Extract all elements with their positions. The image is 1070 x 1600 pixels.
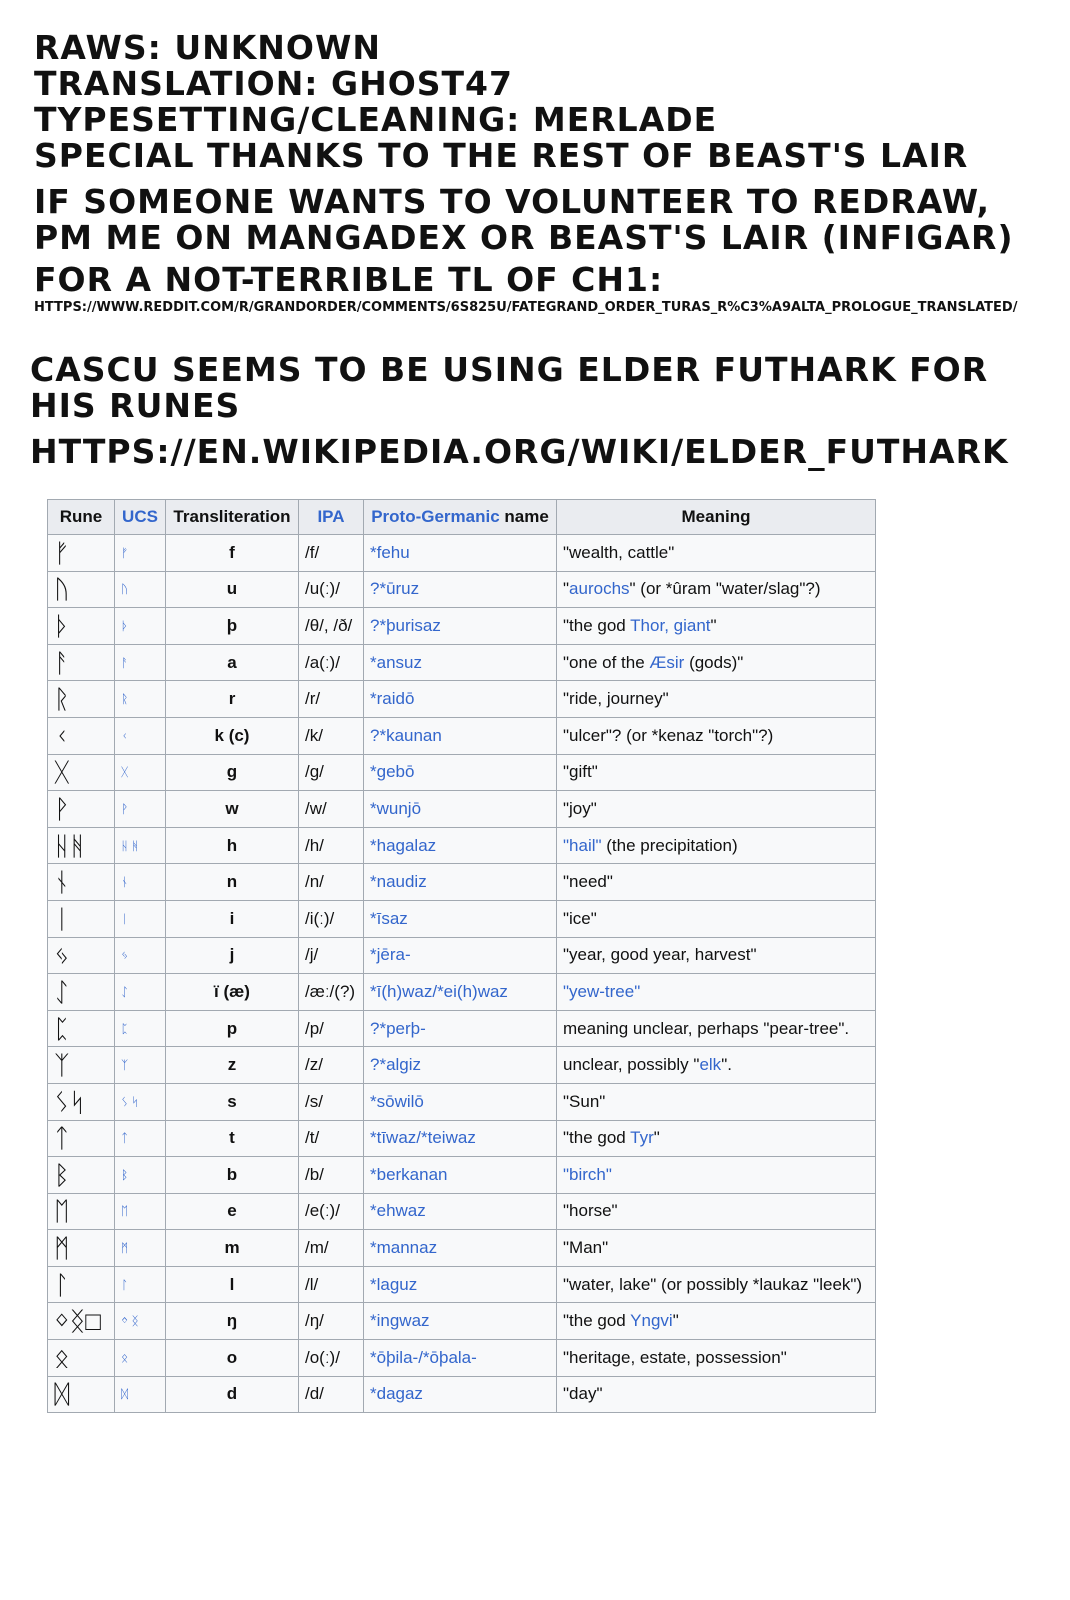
table-row	[48, 754, 876, 791]
ucs-cell: ᛃ	[115, 937, 166, 974]
rune-cell: ᛏ	[48, 1120, 115, 1157]
table-row	[48, 1303, 876, 1340]
credit-raws: RAWS: UNKNOWN	[34, 28, 381, 67]
meaning-link[interactable]: "yew-tree"	[563, 981, 641, 1001]
table-row	[48, 1047, 876, 1084]
name-cell[interactable]: ?*þurisaz	[364, 608, 557, 645]
header-rune: Rune	[48, 500, 115, 535]
transliteration-cell: n	[166, 864, 299, 901]
meaning-text: "need"	[563, 872, 613, 892]
ucs-cell: ᛞ	[115, 1376, 166, 1413]
meaning-link[interactable]: Æsir	[649, 652, 685, 672]
meaning-text: "Sun"	[563, 1091, 606, 1111]
table-row	[48, 1193, 876, 1230]
meaning-text-suffix: (gods)"	[684, 652, 744, 672]
rune-cell: ᚺᚻ	[48, 827, 115, 864]
tl-label: FOR A NOT-TERRIBLE TL OF CH1:	[34, 260, 664, 299]
transliteration-cell: ŋ	[166, 1303, 299, 1340]
rune-cell: ᚦ	[48, 608, 115, 645]
meaning-link[interactable]: Thor, giant	[630, 615, 711, 635]
ipa-cell: /r/	[299, 681, 364, 718]
meaning-cell	[557, 1083, 876, 1120]
table-row	[48, 1157, 876, 1194]
ucs-cell: ᛖ	[115, 1193, 166, 1230]
table-row	[48, 974, 876, 1011]
credit-translation: TRANSLATION: GHOST47	[34, 64, 513, 103]
ipa-cell: /l/	[299, 1266, 364, 1303]
name-cell[interactable]: *ī(h)waz/*ei(h)waz	[364, 974, 557, 1011]
ucs-cell: ᚾ	[115, 864, 166, 901]
name-cell[interactable]: ?*algiz	[364, 1047, 557, 1084]
rune-cell: ᛃ	[48, 937, 115, 974]
name-cell[interactable]: *fehu	[364, 535, 557, 572]
table-row	[48, 791, 876, 828]
table-row	[48, 1010, 876, 1047]
ucs-cell: ᚹ	[115, 791, 166, 828]
note-line-2: HIS RUNES	[30, 386, 241, 425]
ipa-cell: /ŋ/	[299, 1303, 364, 1340]
name-cell[interactable]: *laguz	[364, 1266, 557, 1303]
meaning-cell	[557, 1047, 876, 1084]
meaning-cell	[557, 1266, 876, 1303]
name-cell[interactable]: *gebō	[364, 754, 557, 791]
ipa-cell: /u(ː)/	[299, 571, 364, 608]
table-row	[48, 1340, 876, 1377]
meaning-cell	[557, 1303, 876, 1340]
ipa-cell: /h/	[299, 827, 364, 864]
header-ipa[interactable]: IPA	[299, 500, 364, 535]
meaning-text: "the god	[563, 1311, 631, 1331]
meaning-text: meaning unclear, perhaps "pear-tree".	[563, 1018, 850, 1038]
rune-cell: ᚢ	[48, 571, 115, 608]
name-cell[interactable]: *īsaz	[364, 900, 557, 937]
meaning-cell	[557, 827, 876, 864]
tl-url[interactable]: HTTPS://WWW.REDDIT.COM/R/GRANDORDER/COMMENTS/6S825U/FATEGRAND_ORDER_TURAS_R%C3%A9ALTA_PROLOGUE_TRANSLATED/	[34, 300, 1018, 315]
transliteration-cell: r	[166, 681, 299, 718]
ipa-cell: /z/	[299, 1047, 364, 1084]
meaning-text: "joy"	[563, 798, 597, 818]
ipa-cell: /s/	[299, 1083, 364, 1120]
meaning-text: "ride, journey"	[563, 689, 669, 709]
meaning-text: "water, lake" (or possibly *laukaz "leek")	[563, 1274, 863, 1294]
rune-cell: ᛉ	[48, 1047, 115, 1084]
table-row	[48, 864, 876, 901]
transliteration-cell: k (c)	[166, 717, 299, 754]
meaning-cell	[557, 754, 876, 791]
meaning-cell	[557, 1376, 876, 1413]
meaning-text-suffix: "	[672, 1311, 679, 1331]
volunteer-line-1: IF SOMEONE WANTS TO VOLUNTEER TO REDRAW,	[34, 182, 990, 221]
ucs-cell: ᚷ	[115, 754, 166, 791]
ucs-cell: ᛟ	[115, 1340, 166, 1377]
meaning-cell	[557, 1230, 876, 1267]
rune-cell: ᛚ	[48, 1266, 115, 1303]
name-cell[interactable]: ?*perþ-	[364, 1010, 557, 1047]
rune-cell: ᛁ	[48, 900, 115, 937]
transliteration-cell: u	[166, 571, 299, 608]
ipa-cell: /d/	[299, 1376, 364, 1413]
name-cell[interactable]: *raidō	[364, 681, 557, 718]
ucs-cell: ᛇ	[115, 974, 166, 1011]
table-row	[48, 571, 876, 608]
ipa-cell: /w/	[299, 791, 364, 828]
table-row	[48, 717, 876, 754]
rune-cell: ᛖ	[48, 1193, 115, 1230]
rune-cell: ᛊᛋ	[48, 1083, 115, 1120]
meaning-text: "wealth, cattle"	[563, 542, 675, 562]
meaning-text: "horse"	[563, 1201, 618, 1221]
ucs-cell: ᛁ	[115, 900, 166, 937]
table-row	[48, 827, 876, 864]
meaning-cell	[557, 717, 876, 754]
name-cell[interactable]: *ehwaz	[364, 1193, 557, 1230]
ipa-cell: /f/	[299, 535, 364, 572]
name-cell[interactable]: *wunjō	[364, 791, 557, 828]
meaning-link[interactable]: elk	[699, 1055, 722, 1075]
meaning-cell	[557, 535, 876, 572]
ucs-cell: ᛚ	[115, 1266, 166, 1303]
name-cell[interactable]: *ingwaz	[364, 1303, 557, 1340]
meaning-cell	[557, 864, 876, 901]
ucs-cell: ᛈ	[115, 1010, 166, 1047]
meaning-link[interactable]: "hail"	[563, 835, 602, 855]
header-name-link[interactable]: Proto-Germanic	[371, 507, 500, 526]
table-row	[48, 1083, 876, 1120]
table-row	[48, 937, 876, 974]
rune-cell: ᛜᛝ□	[48, 1303, 115, 1340]
meaning-text-suffix: ".	[721, 1055, 732, 1075]
meaning-text-suffix: " (or *ûram "water/slag"?)	[629, 579, 821, 599]
credit-thanks: SPECIAL THANKS TO THE REST OF BEAST'S LAIR	[34, 136, 969, 175]
volunteer-line-2: PM ME ON MANGADEX OR BEAST'S LAIR (INFIGAR)	[34, 218, 1014, 257]
meaning-cell	[557, 1010, 876, 1047]
ucs-cell: ᚦ	[115, 608, 166, 645]
table-row	[48, 535, 876, 572]
transliteration-cell: j	[166, 937, 299, 974]
header-name	[364, 500, 557, 535]
note-line-1: CASCU SEEMS TO BE USING ELDER FUTHARK FOR	[30, 350, 989, 389]
meaning-text: "the god	[563, 615, 631, 635]
ucs-cell: ᛏ	[115, 1120, 166, 1157]
meaning-text: "	[563, 579, 570, 599]
credit-typesetting: TYPESETTING/CLEANING: MERLADE	[34, 100, 718, 139]
meaning-cell	[557, 1157, 876, 1194]
meaning-cell	[557, 1193, 876, 1230]
table-row	[48, 1376, 876, 1413]
ucs-cell: ᛗ	[115, 1230, 166, 1267]
ipa-cell: /a(ː)/	[299, 644, 364, 681]
meaning-link[interactable]: Tyr	[630, 1128, 654, 1148]
wikipedia-link[interactable]: HTTPS://EN.WIKIPEDIA.ORG/WIKI/ELDER_FUTHARK	[30, 432, 1009, 471]
runes-note	[30, 352, 1040, 472]
name-cell[interactable]: *ōþila-/*ōþala-	[364, 1340, 557, 1377]
transliteration-cell: b	[166, 1157, 299, 1194]
rune-cell: ᚾ	[48, 864, 115, 901]
meaning-text: "day"	[563, 1384, 603, 1404]
transliteration-cell: ï (æ)	[166, 974, 299, 1011]
meaning-link[interactable]: Yngvi	[630, 1311, 673, 1331]
rune-cell: ᛟ	[48, 1340, 115, 1377]
ipa-cell: /o(ː)/	[299, 1340, 364, 1377]
meaning-text: "the god	[563, 1128, 631, 1148]
ucs-cell: ᚢ	[115, 571, 166, 608]
rune-cell: ᚨ	[48, 644, 115, 681]
meaning-cell	[557, 791, 876, 828]
transliteration-cell: o	[166, 1340, 299, 1377]
transliteration-cell: t	[166, 1120, 299, 1157]
transliteration-cell: þ	[166, 608, 299, 645]
transliteration-cell: m	[166, 1230, 299, 1267]
header-transliteration: Transliteration	[166, 500, 299, 535]
meaning-cell	[557, 974, 876, 1011]
ucs-cell: ᛊ ᛋ	[115, 1083, 166, 1120]
ipa-cell: /æː/(?)	[299, 974, 364, 1011]
rune-cell: ᚠ	[48, 535, 115, 572]
meaning-cell	[557, 900, 876, 937]
ucs-cell: ᛒ	[115, 1157, 166, 1194]
ipa-cell: /j/	[299, 937, 364, 974]
name-cell[interactable]: *jēra-	[364, 937, 557, 974]
meaning-text: "Man"	[563, 1238, 609, 1258]
meaning-text-suffix: "	[653, 1128, 660, 1148]
rune-cell: ᛇ	[48, 974, 115, 1011]
meaning-text: "heritage, estate, possession"	[563, 1347, 787, 1367]
rune-cell: ᛗ	[48, 1230, 115, 1267]
name-cell[interactable]: *dagaz	[364, 1376, 557, 1413]
name-cell[interactable]: *berkanan	[364, 1157, 557, 1194]
meaning-cell	[557, 571, 876, 608]
meaning-cell	[557, 1340, 876, 1377]
name-cell[interactable]: *sōwilō	[364, 1083, 557, 1120]
meaning-text: "one of the	[563, 652, 650, 672]
transliteration-cell: f	[166, 535, 299, 572]
ucs-cell: ᚱ	[115, 681, 166, 718]
rune-table-body	[48, 535, 876, 1413]
header-name-suffix: name	[499, 507, 549, 526]
ipa-cell: /e(ː)/	[299, 1193, 364, 1230]
rune-cell: ᚲ	[48, 717, 115, 754]
meaning-text: unclear, possibly "	[563, 1055, 700, 1075]
meaning-text: "ice"	[563, 908, 597, 928]
meaning-text: "ulcer"? (or *kenaz "torch"?)	[563, 725, 774, 745]
transliteration-cell: w	[166, 791, 299, 828]
table-row	[48, 608, 876, 645]
rune-cell: ᚱ	[48, 681, 115, 718]
rune-table	[47, 499, 876, 1413]
credits-block	[34, 30, 1044, 316]
name-cell[interactable]: *hagalaz	[364, 827, 557, 864]
transliteration-cell: z	[166, 1047, 299, 1084]
meaning-text-suffix: "	[710, 615, 717, 635]
ucs-cell: ᛜ ᛝ	[115, 1303, 166, 1340]
rune-cell: ᚷ	[48, 754, 115, 791]
rune-cell: ᛒ	[48, 1157, 115, 1194]
ucs-cell: ᚲ	[115, 717, 166, 754]
meaning-text: "gift"	[563, 762, 598, 782]
meaning-cell	[557, 608, 876, 645]
ipa-cell: /b/	[299, 1157, 364, 1194]
table-row	[48, 644, 876, 681]
table-row	[48, 1266, 876, 1303]
table-row	[48, 681, 876, 718]
name-cell[interactable]: *naudiz	[364, 864, 557, 901]
transliteration-cell: l	[166, 1266, 299, 1303]
name-cell[interactable]: *ansuz	[364, 644, 557, 681]
transliteration-cell: p	[166, 1010, 299, 1047]
rune-cell: ᛈ	[48, 1010, 115, 1047]
ucs-cell: ᚠ	[115, 535, 166, 572]
table-header-row	[48, 500, 876, 535]
meaning-cell	[557, 681, 876, 718]
ipa-cell: /i(ː)/	[299, 900, 364, 937]
meaning-cell	[557, 1120, 876, 1157]
ucs-cell: ᚨ	[115, 644, 166, 681]
name-cell[interactable]: ?*ūruz	[364, 571, 557, 608]
ipa-cell: /k/	[299, 717, 364, 754]
transliteration-cell: d	[166, 1376, 299, 1413]
ucs-cell: ᛉ	[115, 1047, 166, 1084]
table-row	[48, 1120, 876, 1157]
meaning-cell	[557, 644, 876, 681]
rune-cell: ᛞ	[48, 1376, 115, 1413]
meaning-text-suffix: (the precipitation)	[601, 835, 738, 855]
rune-cell: ᚹ	[48, 791, 115, 828]
ucs-cell: ᚺ ᚻ	[115, 827, 166, 864]
transliteration-cell: g	[166, 754, 299, 791]
transliteration-cell: a	[166, 644, 299, 681]
header-meaning: Meaning	[557, 500, 876, 535]
meaning-link[interactable]: "birch"	[563, 1164, 612, 1184]
ipa-cell: /θ/, /ð/	[299, 608, 364, 645]
ipa-cell: /n/	[299, 864, 364, 901]
meaning-text: "year, good year, harvest"	[563, 945, 757, 965]
transliteration-cell: h	[166, 827, 299, 864]
ipa-cell: /t/	[299, 1120, 364, 1157]
transliteration-cell: i	[166, 900, 299, 937]
ipa-cell: /g/	[299, 754, 364, 791]
name-cell[interactable]: ?*kaunan	[364, 717, 557, 754]
table-row	[48, 1230, 876, 1267]
transliteration-cell: s	[166, 1083, 299, 1120]
ipa-cell: /m/	[299, 1230, 364, 1267]
name-cell[interactable]: *mannaz	[364, 1230, 557, 1267]
name-cell[interactable]: *tīwaz/*teiwaz	[364, 1120, 557, 1157]
transliteration-cell: e	[166, 1193, 299, 1230]
ipa-cell: /p/	[299, 1010, 364, 1047]
meaning-link[interactable]: aurochs	[569, 579, 630, 599]
meaning-cell	[557, 937, 876, 974]
table-row	[48, 900, 876, 937]
header-ucs[interactable]: UCS	[115, 500, 166, 535]
